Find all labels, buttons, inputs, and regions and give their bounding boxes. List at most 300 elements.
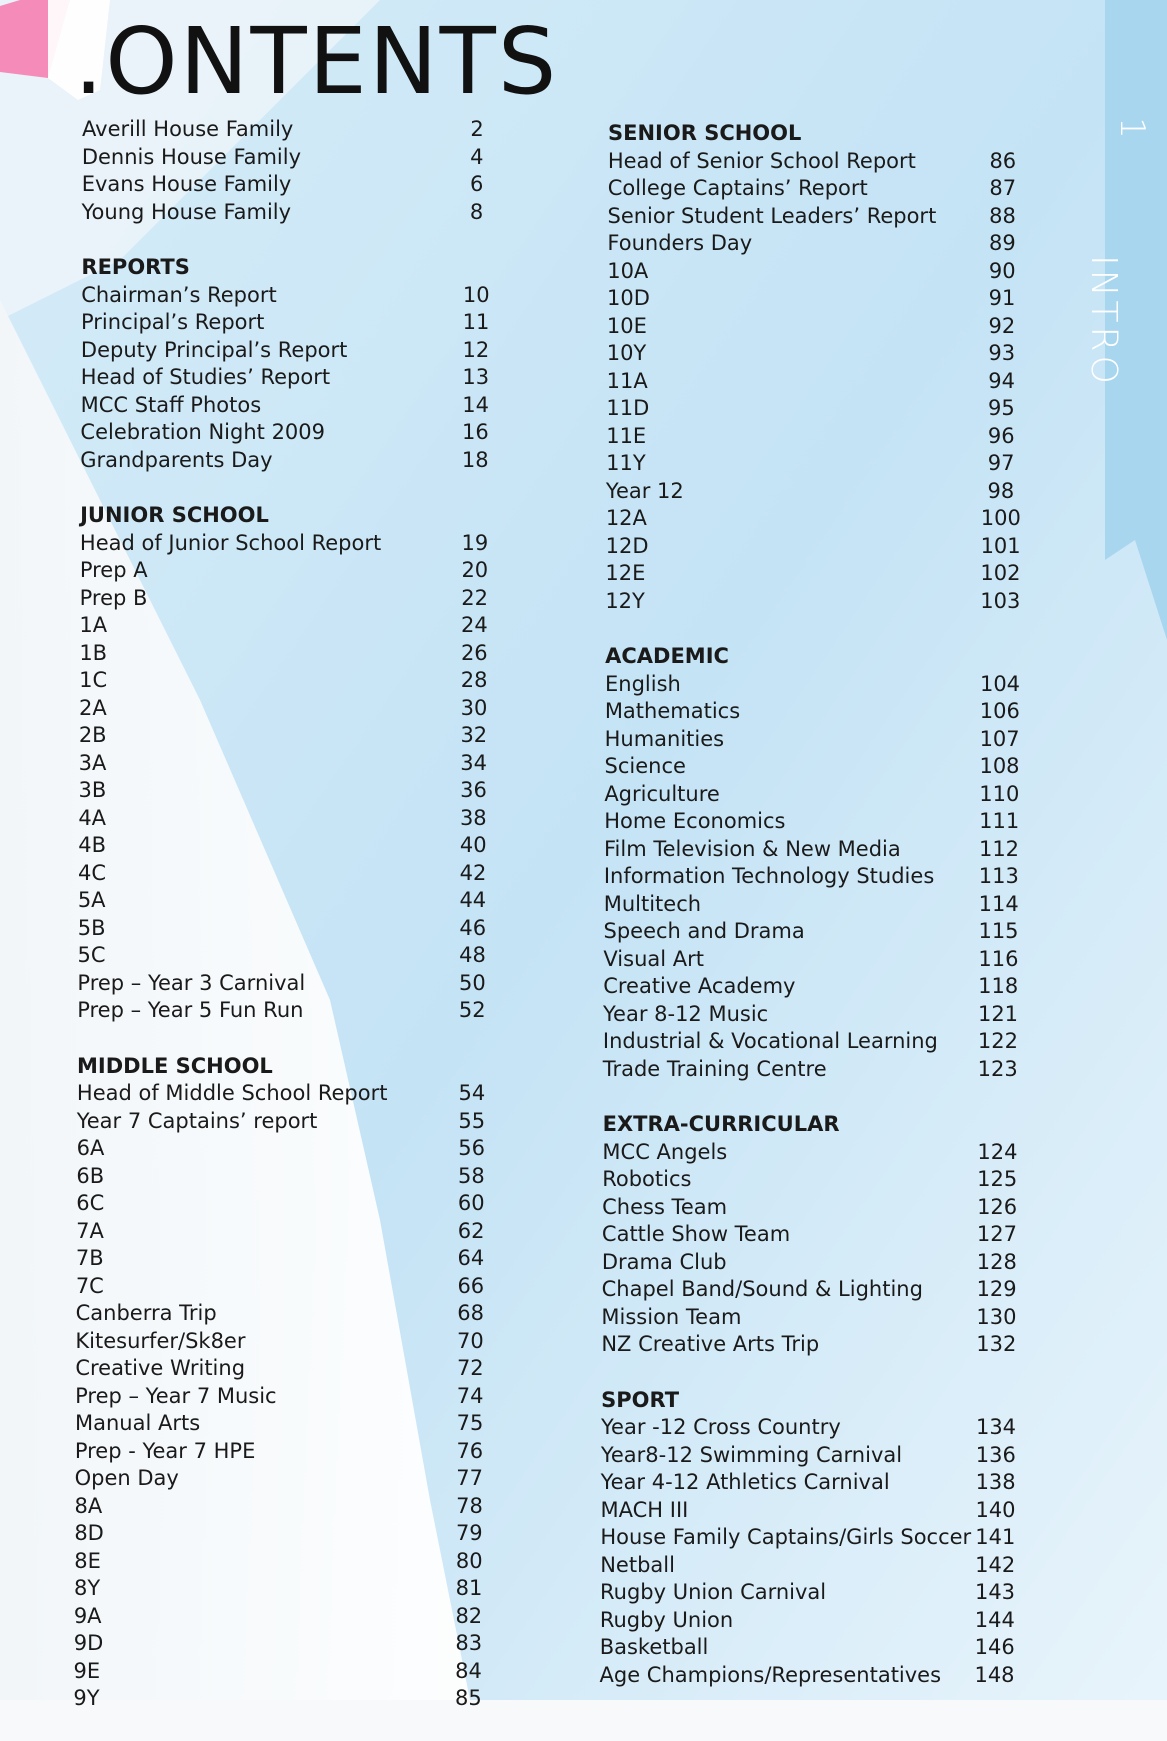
toc-entry[interactable] — [78, 942, 503, 970]
section-heading: MIDDLE SCHOOL — [77, 1053, 273, 1078]
toc-entry[interactable] — [601, 1414, 1028, 1442]
toc-entry[interactable] — [79, 777, 503, 805]
toc-entry-page: 118 — [978, 974, 1019, 998]
toc-entry-page: 138 — [975, 1470, 1016, 1494]
toc-entry-page: 102 — [980, 561, 1021, 585]
toc-entry-label: House Family Captains/Girls Soccer — [600, 1525, 972, 1549]
toc-entry-label: 11A — [606, 368, 648, 393]
toc-entry[interactable] — [75, 1465, 502, 1493]
toc-entry-page: 143 — [974, 1580, 1016, 1604]
toc-entry-label: 11Y — [606, 451, 646, 475]
toc-entry-page: 94 — [988, 368, 1015, 393]
toc-entry[interactable] — [606, 423, 1028, 451]
toc-entry[interactable] — [602, 1194, 1028, 1222]
toc-entry-page: 4 — [470, 144, 484, 169]
toc-entry-page: 28 — [460, 668, 488, 692]
toc-entry-page: 78 — [456, 1493, 483, 1518]
toc-entry-label: Head of Studies’ Report — [80, 365, 331, 389]
toc-entry-label: Film Television & New Media — [604, 836, 901, 861]
toc-entry-page: 52 — [458, 998, 486, 1022]
toc-entry-label: 4C — [78, 860, 107, 885]
toc-entry-page: 130 — [976, 1304, 1017, 1329]
toc-entry-label: 9E — [73, 1658, 101, 1683]
toc-entry-label: Dennis House Family — [81, 144, 302, 169]
toc-entry-label: Mathematics — [604, 699, 741, 723]
toc-entry-label: Creative Writing — [75, 1356, 246, 1380]
toc-entry[interactable] — [80, 447, 502, 475]
toc-entry-page: 90 — [988, 258, 1016, 283]
toc-entry[interactable] — [82, 116, 502, 144]
toc-entry[interactable] — [603, 1028, 1028, 1056]
toc-entry[interactable] — [74, 1603, 502, 1631]
toc-entry-page: 88 — [989, 203, 1016, 228]
toc-entry-label: Chapel Band/Sound & Lighting — [601, 1277, 923, 1301]
toc-entry-page: 124 — [977, 1139, 1018, 1164]
toc-entry-label: College Captains’ Report — [607, 176, 868, 200]
toc-entry-label: Deputy Principal’s Report — [80, 337, 348, 362]
toc-entry[interactable] — [602, 1221, 1028, 1249]
toc-entry[interactable] — [600, 1552, 1028, 1580]
toc-entry-page: 144 — [974, 1607, 1015, 1632]
toc-entry-label: Multitech — [603, 891, 702, 916]
page-title: .ONTENTS — [74, 8, 559, 115]
toc-entry[interactable] — [607, 368, 1028, 396]
toc-section-middle-school — [73, 1053, 502, 1713]
toc-entry-page: 77 — [456, 1466, 483, 1490]
toc-entry-page: 132 — [976, 1332, 1017, 1356]
toc-entry-label: Year 4-12 Athletics Carnival — [600, 1470, 890, 1494]
toc-entry-label: 1C — [79, 668, 108, 692]
toc-entry-label: Mission Team — [601, 1304, 742, 1329]
toc-entry-label: 7B — [75, 1246, 104, 1270]
toc-entry-page: 50 — [459, 970, 486, 995]
toc-entry[interactable] — [74, 1630, 502, 1658]
toc-entry-page: 125 — [977, 1167, 1018, 1191]
toc-entry-label: Year 7 Captains’ report — [76, 1108, 318, 1133]
toc-entry[interactable] — [605, 588, 1028, 616]
toc-entry-page: 62 — [457, 1218, 485, 1243]
toc-entry-label: Kitesurfer/Sk8er — [75, 1328, 246, 1353]
section-heading: EXTRA-CURRICULAR — [602, 1112, 840, 1136]
toc-entry-page: 85 — [455, 1686, 482, 1710]
toc-entry[interactable] — [607, 285, 1028, 313]
toc-entry-page: 66 — [457, 1273, 485, 1298]
toc-entry[interactable] — [82, 144, 502, 172]
toc-entry-label: Humanities — [604, 726, 725, 751]
toc-entry-page: 10 — [462, 282, 490, 307]
toc-entry[interactable] — [605, 698, 1028, 726]
toc-entry-page: 95 — [988, 396, 1015, 420]
toc-entry-page: 111 — [979, 809, 1020, 833]
toc-entry-label: 8Y — [74, 1576, 101, 1600]
toc-entry-label: Prep – Year 7 Music — [75, 1383, 277, 1408]
toc-entry[interactable] — [606, 505, 1028, 533]
toc-entry-label: Trade Training Centre — [602, 1056, 827, 1081]
toc-entry-label: 12D — [605, 533, 649, 558]
toc-entry[interactable] — [82, 199, 503, 227]
toc-entry[interactable] — [601, 1469, 1028, 1497]
toc-entry-page: 148 — [974, 1662, 1015, 1687]
toc-entry-page: 93 — [988, 341, 1016, 365]
toc-entry-page: 56 — [458, 1136, 485, 1160]
toc-entry-page: 40 — [459, 833, 487, 857]
toc-entry[interactable] — [605, 753, 1029, 781]
toc-entry-page: 121 — [977, 1001, 1019, 1026]
toc-entry-label: 8A — [74, 1493, 103, 1518]
toc-entry[interactable] — [607, 230, 1028, 258]
toc-entry-page: 116 — [978, 946, 1019, 971]
section-heading: ACADEMIC — [605, 644, 729, 668]
toc-entry[interactable] — [601, 1304, 1028, 1332]
toc-entry-page: 97 — [987, 451, 1015, 475]
toc-entry-page: 136 — [975, 1442, 1016, 1467]
toc-entry[interactable] — [605, 560, 1028, 588]
section-heading: SPORT — [601, 1387, 680, 1412]
toc-entry-page: 98 — [987, 478, 1015, 503]
toc-entry-label: 5B — [77, 915, 106, 940]
toc-entry[interactable] — [605, 726, 1028, 754]
toc-entry-page: 123 — [977, 1056, 1018, 1081]
toc-entry-label: 10A — [607, 258, 649, 283]
toc-entry[interactable] — [81, 392, 502, 420]
toc-entry-label: Head of Middle School Report — [76, 1081, 388, 1105]
toc-entry-label: Prep – Year 5 Fun Run — [77, 998, 304, 1022]
toc-entry-label: Founders Day — [607, 231, 753, 255]
toc-entry[interactable] — [74, 1658, 503, 1686]
toc-entry[interactable] — [76, 1190, 502, 1218]
toc-entry[interactable] — [600, 1662, 1029, 1690]
toc-entry[interactable] — [600, 1607, 1028, 1635]
toc-entry[interactable] — [80, 585, 502, 613]
toc-entry-page: 140 — [975, 1497, 1016, 1522]
toc-entry-page: 38 — [459, 805, 487, 830]
toc-entry[interactable] — [74, 1575, 502, 1603]
toc-entry[interactable] — [608, 175, 1028, 203]
toc-entry-page: 24 — [461, 613, 488, 637]
toc-entry-label: MACH III — [600, 1497, 689, 1522]
toc-entry[interactable] — [604, 918, 1029, 946]
toc-entry-label: Rugby Union — [599, 1607, 734, 1632]
toc-entry-page: 104 — [979, 671, 1021, 696]
toc-entry-label: Manual Arts — [75, 1411, 201, 1435]
toc-entry-page: 84 — [455, 1658, 482, 1683]
toc-section-extra-curricular — [601, 1111, 1028, 1359]
toc-entry[interactable] — [77, 1080, 502, 1108]
toc-entry[interactable] — [604, 891, 1028, 919]
toc-entry-page: 110 — [979, 781, 1020, 806]
toc-entry[interactable] — [76, 1300, 502, 1328]
toc-entry-page: 82 — [455, 1603, 483, 1628]
toc-entry-page: 16 — [462, 420, 489, 444]
toc-entry-label: Prep - Year 7 HPE — [74, 1438, 256, 1463]
toc-entry-page: 26 — [460, 640, 488, 665]
toc-entry-label: Year 12 — [605, 478, 684, 503]
toc-entry-label: Celebration Night 2009 — [80, 420, 326, 444]
toc-entry-page: 6 — [470, 172, 484, 196]
toc-entry-page: 129 — [976, 1277, 1017, 1301]
toc-entry-label: MCC Staff Photos — [80, 392, 262, 417]
toc-section-academic — [602, 643, 1028, 1083]
toc-entry[interactable] — [75, 1438, 502, 1466]
toc-entry[interactable] — [602, 1276, 1028, 1304]
toc-entry-label: Open Day — [74, 1466, 179, 1490]
toc-entry[interactable] — [77, 970, 502, 998]
toc-entry[interactable] — [606, 450, 1028, 478]
toc-entry[interactable] — [606, 533, 1028, 561]
toc-entry-label: Information Technology Studies — [603, 864, 935, 888]
toc-entry-label: Averill House Family — [82, 117, 294, 141]
toc-entry-label: Rugby Union Carnival — [600, 1580, 827, 1604]
toc-entry-label: Prep A — [79, 558, 148, 582]
toc-entry[interactable] — [77, 1135, 502, 1163]
toc-entry-page: 70 — [457, 1328, 484, 1353]
toc-entry-label: 10Y — [606, 341, 647, 365]
toc-entry-page: 89 — [989, 231, 1016, 255]
toc-entry-page: 12 — [462, 337, 490, 362]
toc-entry[interactable] — [601, 1442, 1028, 1470]
toc-entry-page: 122 — [977, 1029, 1018, 1053]
toc-entry-label: 1A — [79, 613, 108, 637]
toc-entry-label: Head of Senior School Report — [607, 148, 916, 173]
toc-entry[interactable] — [79, 612, 502, 640]
toc-entry[interactable] — [76, 1273, 502, 1301]
toc-entry-page: 32 — [460, 723, 488, 747]
toc-section-junior-school — [77, 502, 502, 1025]
toc-entry[interactable] — [603, 946, 1028, 974]
toc-entry-label: Drama Club — [601, 1249, 727, 1274]
toc-entry-label: Chess Team — [602, 1194, 728, 1219]
toc-entry-page: 92 — [988, 313, 1016, 338]
toc-entry-label: NZ Creative Arts Trip — [601, 1332, 820, 1356]
toc-entry-page: 2 — [470, 117, 484, 141]
toc-entry[interactable] — [606, 478, 1028, 506]
toc-entry-page: 146 — [974, 1635, 1015, 1659]
toc-entry[interactable] — [604, 863, 1028, 891]
toc-entry[interactable] — [76, 1245, 502, 1273]
toc-entry-label: Chairman’s Report — [81, 282, 277, 307]
toc-entry-label: 10D — [607, 286, 650, 310]
toc-entry[interactable] — [603, 1001, 1028, 1029]
toc-entry-label: 3A — [78, 750, 107, 775]
toc-entry[interactable] — [78, 887, 502, 915]
toc-entry-page: 11 — [462, 310, 490, 334]
toc-entry[interactable] — [74, 1548, 502, 1576]
toc-entry[interactable] — [81, 282, 502, 310]
toc-entry-label: Age Champions/Representatives — [599, 1662, 942, 1687]
toc-entry-page: 60 — [457, 1191, 485, 1215]
toc-entry-label: Science — [604, 754, 686, 778]
toc-entry-page: 36 — [460, 778, 487, 802]
toc-entry[interactable] — [75, 1493, 503, 1521]
toc-entry[interactable] — [79, 640, 502, 668]
toc-entry-label: Evans House Family — [81, 172, 292, 196]
contents-left-column — [73, 116, 502, 1741]
toc-entry-label: Basketball — [599, 1635, 709, 1659]
toc-entry-label: 8D — [74, 1521, 104, 1545]
toc-entry-page: 19 — [461, 530, 489, 555]
toc-entry[interactable] — [80, 557, 502, 585]
toc-entry[interactable] — [602, 1166, 1028, 1194]
toc-entry[interactable] — [77, 1108, 502, 1136]
toc-entry-page: 107 — [979, 726, 1020, 751]
toc-entry[interactable] — [601, 1331, 1028, 1359]
toc-entry-label: Home Economics — [604, 809, 786, 833]
toc-entry[interactable] — [78, 860, 502, 888]
toc-entry-label: 9Y — [73, 1686, 100, 1710]
toc-entry[interactable] — [608, 203, 1029, 231]
toc-entry-label: Head of Junior School Report — [79, 530, 382, 555]
toc-entry-page: 58 — [458, 1163, 485, 1188]
toc-entry-page: 75 — [456, 1411, 484, 1435]
toc-entry-page: 113 — [978, 864, 1019, 888]
toc-entry[interactable] — [75, 1383, 502, 1411]
toc-entry-page: 34 — [460, 750, 487, 775]
toc-entry-page: 72 — [456, 1356, 484, 1380]
toc-entry[interactable] — [604, 808, 1028, 836]
toc-entry-label: Cattle Show Team — [601, 1222, 791, 1246]
toc-entry[interactable] — [600, 1634, 1028, 1662]
toc-entry[interactable] — [75, 1355, 502, 1383]
toc-entry-label: 6C — [76, 1191, 105, 1215]
toc-entry[interactable] — [81, 337, 502, 365]
toc-section-sport — [599, 1387, 1028, 1690]
toc-entry[interactable] — [603, 1056, 1028, 1084]
toc-entry-page: 54 — [458, 1081, 486, 1105]
toc-entry-page: 42 — [459, 860, 487, 885]
toc-entry[interactable] — [607, 340, 1028, 368]
toc-entry[interactable] — [74, 1520, 502, 1548]
toc-entry-page: 134 — [975, 1415, 1017, 1439]
toc-entry-label: 7A — [76, 1218, 104, 1243]
contents-right-column — [599, 120, 1028, 1717]
toc-entry[interactable] — [79, 750, 502, 778]
toc-entry-label: 4B — [78, 833, 106, 857]
toc-entry[interactable] — [75, 1328, 502, 1356]
section-heading: SENIOR SCHOOL — [608, 121, 802, 145]
toc-entry[interactable] — [76, 1218, 502, 1246]
toc-entry-label: Creative Academy — [603, 974, 796, 998]
toc-entry-page: 55 — [458, 1108, 486, 1133]
toc-entry[interactable] — [606, 395, 1028, 423]
toc-entry-label: Robotics — [602, 1167, 692, 1191]
toc-entry[interactable] — [607, 313, 1028, 341]
toc-entry-page: 142 — [975, 1552, 1016, 1577]
toc-entry[interactable] — [79, 667, 502, 695]
toc-entry[interactable] — [601, 1497, 1029, 1525]
toc-entry[interactable] — [81, 364, 502, 392]
toc-entry-page: 86 — [989, 148, 1017, 173]
toc-entry-page: 79 — [455, 1521, 483, 1545]
toc-entry-label: 12E — [605, 561, 646, 585]
toc-entry-label: Speech and Drama — [603, 919, 805, 943]
toc-entry-label: Grandparents Day — [80, 447, 273, 472]
toc-entry[interactable] — [76, 1163, 502, 1191]
toc-entry-label: Senior Student Leaders’ Report — [607, 203, 937, 228]
toc-entry-label: 12Y — [605, 588, 645, 613]
toc-entry-page: 80 — [455, 1548, 483, 1573]
toc-entry-label: 2B — [78, 723, 107, 747]
toc-entry-page: 18 — [461, 447, 489, 472]
toc-entry[interactable] — [78, 805, 502, 833]
toc-section-senior-school — [605, 120, 1028, 615]
toc-entry[interactable] — [78, 832, 502, 860]
toc-entry-label: Year -12 Cross Country — [601, 1415, 841, 1439]
toc-entry-label: 5A — [77, 888, 106, 912]
toc-entry[interactable] — [80, 530, 502, 558]
toc-entry-page: 91 — [988, 286, 1016, 310]
toc-entry-page: 64 — [457, 1246, 485, 1270]
toc-entry-label: Prep B — [79, 585, 148, 610]
toc-entry-label: 11E — [606, 423, 647, 448]
toc-entry[interactable] — [78, 915, 502, 943]
toc-entry-label: 10E — [606, 313, 647, 338]
toc-entry-page: 20 — [461, 558, 489, 582]
toc-entry-label: 11D — [606, 396, 650, 420]
toc-entry[interactable] — [80, 419, 502, 447]
toc-entry[interactable] — [608, 148, 1028, 176]
toc-entry-page: 22 — [461, 585, 488, 610]
toc-entry[interactable] — [73, 1685, 502, 1713]
toc-entry-label: Canberra Trip — [75, 1301, 217, 1325]
toc-entry[interactable] — [602, 1249, 1028, 1277]
toc-entry-page: 46 — [459, 915, 487, 940]
toc-entry[interactable] — [604, 781, 1028, 809]
toc-entry-label: English — [605, 671, 681, 696]
toc-entry[interactable] — [607, 258, 1028, 286]
toc-section-house-families — [82, 116, 502, 226]
toc-entry[interactable] — [602, 1139, 1028, 1167]
toc-entry-label: Netball — [600, 1552, 675, 1577]
toc-entry-label: 2A — [79, 695, 107, 720]
toc-entry[interactable] — [79, 695, 502, 723]
toc-entry-label: 7C — [75, 1273, 104, 1298]
toc-entry-label: Agriculture — [604, 781, 720, 806]
toc-entry-page: 112 — [978, 836, 1020, 861]
toc-entry-page: 81 — [455, 1576, 483, 1600]
side-tab-label: INTRO — [1083, 255, 1124, 388]
toc-entry-page: 76 — [456, 1438, 484, 1463]
toc-entry-label: MCC Angels — [602, 1139, 728, 1164]
toc-entry-page: 13 — [462, 365, 490, 389]
toc-entry-page: 14 — [462, 392, 489, 417]
toc-entry-page: 30 — [460, 695, 488, 720]
toc-entry[interactable] — [79, 722, 502, 750]
toc-entry-page: 108 — [979, 754, 1020, 778]
toc-entry[interactable] — [605, 671, 1028, 699]
toc-entry-page: 48 — [459, 943, 486, 967]
page-number: 1 — [1112, 117, 1153, 139]
toc-entry-page: 106 — [979, 699, 1020, 723]
toc-entry[interactable] — [600, 1579, 1028, 1607]
toc-entry[interactable] — [603, 973, 1028, 1001]
toc-entry-label: 4A — [78, 805, 107, 830]
toc-entry-page: 101 — [980, 533, 1021, 558]
toc-entry[interactable] — [82, 171, 502, 199]
toc-entry-label: 5C — [77, 943, 106, 967]
toc-entry-page: 96 — [987, 423, 1015, 448]
section-heading: JUNIOR SCHOOL — [80, 503, 269, 527]
toc-entry-label: 8E — [74, 1548, 101, 1573]
toc-entry-label: Young House Family — [81, 199, 292, 224]
toc-entry[interactable] — [75, 1410, 502, 1438]
toc-entry[interactable] — [604, 836, 1028, 864]
toc-entry-page: 74 — [456, 1383, 484, 1408]
toc-entry-label: Principal’s Report — [81, 310, 265, 334]
toc-entry[interactable] — [600, 1524, 1028, 1552]
toc-entry[interactable] — [77, 997, 502, 1025]
toc-entry[interactable] — [81, 309, 502, 337]
toc-entry-label: 3B — [78, 778, 107, 802]
